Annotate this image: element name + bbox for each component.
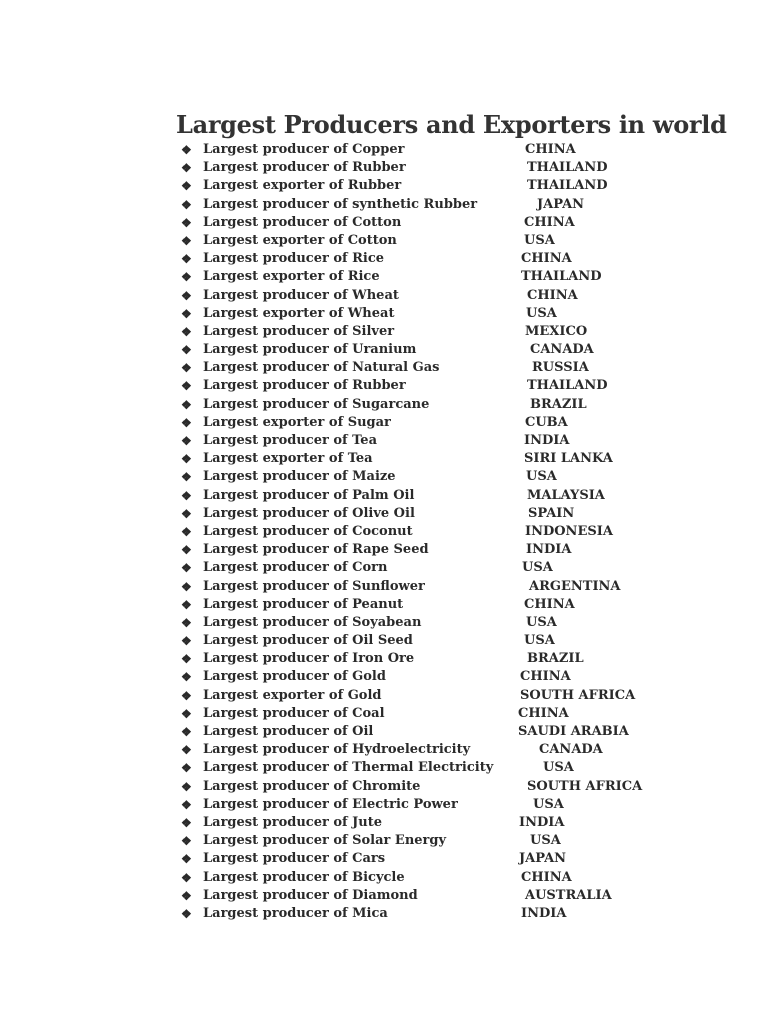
list-item-label: Largest producer of Coconut — [203, 523, 413, 539]
list-item — [0, 468, 768, 486]
list-item — [0, 214, 768, 232]
list-item-country: USA — [526, 305, 557, 321]
diamond-bullet-icon: ❖ — [181, 397, 192, 412]
list-item-country: INDIA — [524, 433, 570, 448]
list-item-country: SOUTH AFRICA — [520, 687, 636, 703]
list-item — [0, 177, 768, 195]
diamond-bullet-icon: ❖ — [181, 324, 192, 339]
diamond-bullet-icon: ❖ — [181, 743, 192, 758]
list-item-country: CHINA — [524, 596, 575, 612]
list-item-country: JAPAN — [519, 851, 567, 867]
list-item — [0, 159, 768, 177]
list-item-country: CHINA — [524, 214, 575, 230]
diamond-bullet-icon: ❖ — [181, 361, 192, 376]
list-item-label: Largest producer of Diamond — [203, 887, 418, 903]
list-item — [0, 741, 768, 759]
list-item — [0, 196, 768, 214]
diamond-bullet-icon: ❖ — [181, 252, 192, 267]
list-item-label: Largest producer of Uranium — [203, 342, 417, 358]
list-item-label: Largest producer of Electric Power — [203, 796, 458, 812]
list-item-label: Largest producer of Olive Oil — [203, 505, 415, 521]
diamond-bullet-icon: ❖ — [181, 233, 192, 248]
diamond-bullet-icon: ❖ — [181, 597, 192, 612]
list-item — [0, 414, 768, 432]
list-item — [0, 323, 768, 341]
list-item-label: Largest exporter of Sugar — [203, 414, 391, 430]
list-item-label: Largest producer of Corn — [203, 560, 388, 576]
diamond-bullet-icon: ❖ — [181, 852, 192, 867]
diamond-bullet-icon: ❖ — [181, 524, 192, 539]
list-item-country: CHINA — [525, 142, 576, 157]
list-item-country: SPAIN — [528, 505, 575, 521]
list-item-country: SOUTH AFRICA — [527, 778, 643, 794]
list-item — [0, 141, 768, 159]
list-item-country: CUBA — [525, 414, 568, 430]
list-item — [0, 705, 768, 723]
list-item — [0, 377, 768, 395]
diamond-bullet-icon: ❖ — [181, 470, 192, 485]
list-item-label: Largest exporter of Rubber — [203, 178, 402, 194]
list-item-country: USA — [530, 833, 561, 849]
list-item-country: THAILAND — [527, 160, 608, 176]
diamond-bullet-icon: ❖ — [181, 488, 192, 503]
list-item — [0, 559, 768, 577]
diamond-bullet-icon: ❖ — [181, 143, 192, 157]
list-item-label: Largest producer of Natural Gas — [203, 360, 440, 376]
diamond-bullet-icon: ❖ — [181, 834, 192, 849]
list-item-country: USA — [522, 560, 553, 576]
diamond-bullet-icon: ❖ — [181, 615, 192, 630]
list-item-country: INDIA — [519, 814, 565, 830]
list-item — [0, 232, 768, 250]
list-item-label: Largest exporter of Wheat — [203, 305, 395, 321]
list-item-label: Largest producer of Bicycle — [203, 869, 405, 885]
list-item — [0, 396, 768, 414]
diamond-bullet-icon: ❖ — [181, 761, 192, 776]
diamond-bullet-icon: ❖ — [181, 197, 192, 212]
list-item-label: Largest producer of Rice — [203, 251, 385, 267]
list-item-country: USA — [526, 614, 557, 630]
diamond-bullet-icon: ❖ — [181, 688, 192, 703]
list-item — [0, 578, 768, 596]
list-item — [0, 814, 768, 832]
list-item — [0, 250, 768, 268]
list-item — [0, 723, 768, 741]
list-item-label: Largest producer of Sugarcane — [203, 396, 430, 412]
list-item — [0, 432, 768, 450]
list-item — [0, 305, 768, 323]
page-title: Largest Producers and Exporters in world — [176, 110, 727, 139]
list-item-label: Largest producer of Rubber — [203, 160, 406, 176]
list-item-label: Largest producer of Cotton — [203, 214, 402, 230]
diamond-bullet-icon: ❖ — [181, 652, 192, 667]
diamond-bullet-icon: ❖ — [181, 725, 192, 739]
list-item — [0, 650, 768, 668]
list-item-country: THAILAND — [527, 178, 608, 194]
list-item — [0, 359, 768, 377]
list-item-label: Largest producer of Rape Seed — [203, 542, 429, 558]
list-item-country: INDIA — [526, 542, 572, 558]
diamond-bullet-icon: ❖ — [181, 506, 192, 521]
list-item-country: CANADA — [530, 342, 594, 358]
diamond-bullet-icon: ❖ — [181, 179, 192, 194]
list-item-label: Largest exporter of Tea — [203, 451, 373, 467]
list-item-country: CHINA — [521, 869, 572, 885]
diamond-bullet-icon: ❖ — [181, 888, 192, 903]
list-item-country: JAPAN — [537, 196, 585, 212]
list-item-label: Largest producer of Sunflower — [203, 578, 425, 594]
list-item — [0, 614, 768, 632]
list-item-label: Largest producer of Tea — [203, 433, 378, 448]
list-item-country: CHINA — [520, 669, 571, 685]
diamond-bullet-icon: ❖ — [181, 270, 192, 285]
list-item-label: Largest producer of Chromite — [203, 778, 421, 794]
list-item — [0, 832, 768, 850]
list-item-label: Largest producer of Copper — [203, 142, 405, 157]
list-item-country: SIRI LANKA — [524, 451, 613, 467]
diamond-bullet-icon: ❖ — [181, 779, 192, 794]
diamond-bullet-icon: ❖ — [181, 452, 192, 467]
list-item-country: USA — [533, 796, 564, 812]
list-item-label: Largest producer of Solar Energy — [203, 833, 447, 849]
list-item-country: INDIA — [521, 905, 567, 921]
list-item-label: Largest producer of Coal — [203, 705, 385, 721]
list-item-label: Largest producer of Maize — [203, 469, 396, 485]
diamond-bullet-icon: ❖ — [181, 870, 192, 885]
list-item-label: Largest producer of Silver — [203, 323, 395, 339]
list-item — [0, 850, 768, 868]
list-item-country: BRAZIL — [527, 651, 584, 667]
list-item-country: USA — [543, 760, 574, 776]
diamond-bullet-icon: ❖ — [181, 379, 192, 394]
list-item-country: BRAZIL — [530, 396, 587, 412]
list-item — [0, 541, 768, 559]
list-item — [0, 759, 768, 777]
list-item — [0, 632, 768, 650]
list-item-country: CHINA — [527, 287, 578, 303]
list-item-label: Largest producer of Hydroelectricity — [203, 742, 471, 758]
list-item-country: SAUDI ARABIA — [518, 724, 629, 739]
list-item-label: Largest producer of Peanut — [203, 596, 404, 612]
list-item-label: Largest producer of Oil — [203, 724, 374, 739]
list-item — [0, 668, 768, 686]
list-item — [0, 341, 768, 359]
list-item — [0, 596, 768, 614]
list-item-country: INDONESIA — [525, 523, 613, 539]
list-item-country: MEXICO — [525, 323, 588, 339]
list-item-country: CHINA — [518, 705, 569, 721]
list-item — [0, 487, 768, 505]
list-item-country: RUSSIA — [532, 360, 589, 376]
list-item-label: Largest producer of Iron Ore — [203, 651, 415, 667]
list-item-label: Largest producer of Wheat — [203, 287, 399, 303]
diamond-bullet-icon: ❖ — [181, 815, 192, 830]
list-item-country: THAILAND — [521, 269, 602, 285]
diamond-bullet-icon: ❖ — [181, 306, 192, 321]
diamond-bullet-icon: ❖ — [181, 906, 192, 921]
list-item-country: USA — [526, 469, 557, 485]
list-item — [0, 887, 768, 905]
list-item-label: Largest producer of Oil Seed — [203, 633, 413, 649]
diamond-bullet-icon: ❖ — [181, 670, 192, 685]
diamond-bullet-icon: ❖ — [181, 215, 192, 230]
diamond-bullet-icon: ❖ — [181, 343, 192, 358]
list-item-label: Largest producer of Jute — [203, 814, 383, 830]
list-item-country: ARGENTINA — [529, 578, 621, 594]
list-item — [0, 523, 768, 541]
list-item-label: Largest producer of Thermal Electricity — [203, 760, 494, 776]
diamond-bullet-icon: ❖ — [181, 415, 192, 430]
list-item — [0, 687, 768, 705]
list-item-country: USA — [524, 232, 555, 248]
list-item — [0, 287, 768, 305]
diamond-bullet-icon: ❖ — [181, 543, 192, 558]
diamond-bullet-icon: ❖ — [181, 288, 192, 303]
list-item — [0, 505, 768, 523]
list-item-label: Largest producer of Gold — [203, 669, 386, 685]
diamond-bullet-icon: ❖ — [181, 706, 192, 721]
list-item-country: USA — [524, 633, 555, 649]
list-item-label: Largest exporter of Cotton — [203, 232, 397, 248]
list-item — [0, 869, 768, 887]
list-item — [0, 778, 768, 796]
diamond-bullet-icon: ❖ — [181, 634, 192, 649]
list-item — [0, 268, 768, 286]
diamond-bullet-icon: ❖ — [181, 797, 192, 812]
diamond-bullet-icon: ❖ — [181, 579, 192, 594]
list-item — [0, 450, 768, 468]
list-item-label: Largest exporter of Rice — [203, 269, 380, 285]
list-item-country: AUSTRALIA — [525, 887, 612, 903]
list-item-label: Largest producer of Mica — [203, 905, 388, 921]
list-item-country: CANADA — [539, 742, 603, 758]
list-item-label: Largest producer of Rubber — [203, 378, 406, 394]
list-item-country: CHINA — [521, 251, 572, 267]
list-item-country: MALAYSIA — [527, 487, 605, 503]
diamond-bullet-icon: ❖ — [181, 561, 192, 576]
list-item — [0, 905, 768, 923]
list-item-label: Largest producer of Cars — [203, 851, 386, 867]
diamond-bullet-icon: ❖ — [181, 161, 192, 176]
producers-list — [0, 141, 768, 923]
list-item-label: Largest producer of Soyabean — [203, 614, 422, 630]
list-item-country: THAILAND — [527, 378, 608, 394]
list-item — [0, 796, 768, 814]
diamond-bullet-icon: ❖ — [181, 434, 192, 448]
list-item-label: Largest producer of Palm Oil — [203, 487, 415, 503]
list-item-label: Largest producer of synthetic Rubber — [203, 196, 478, 212]
list-item-label: Largest exporter of Gold — [203, 687, 382, 703]
